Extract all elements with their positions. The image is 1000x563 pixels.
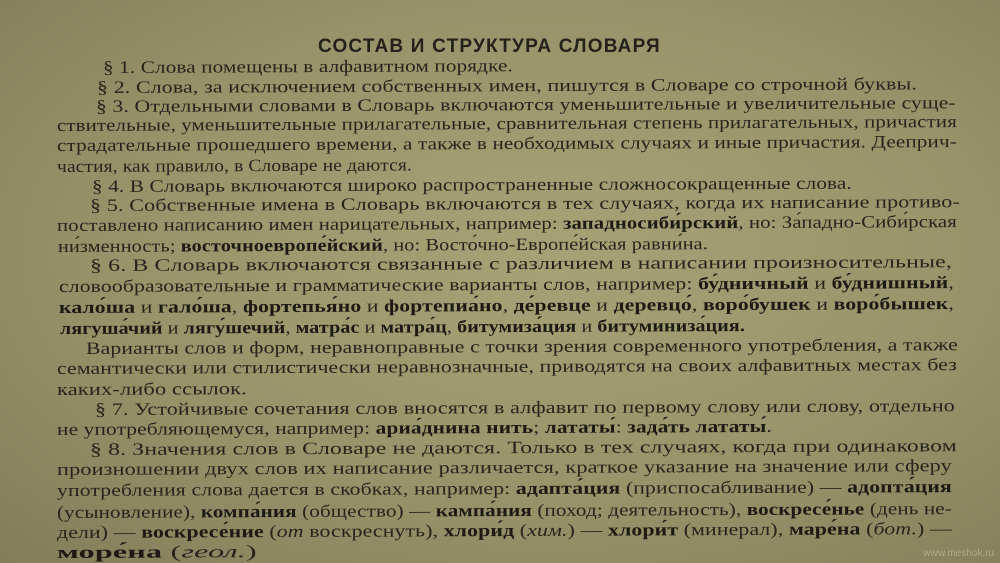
text-run: § 1. Слова помещены в алфавитном порядке. — [102, 55, 513, 77]
text-run: ни́зменность; — [57, 235, 181, 256]
text-line — [56, 415, 772, 439]
text-run: частия, как правило, в Словаре не даются. — [56, 154, 412, 176]
headword: западносиби́рский — [563, 212, 739, 233]
text-run: и — [359, 316, 381, 337]
headword: матра́с — [295, 316, 360, 337]
headword: маре́на — [788, 518, 861, 539]
text-run: ( — [514, 519, 528, 541]
headword: лягуша́чий — [59, 317, 163, 338]
headword: компа́ния — [200, 500, 297, 522]
headword: гало́ша — [157, 296, 232, 317]
text-run: Варианты слов и форм, неравноправные с точки зрения современного употребления, а также — [85, 334, 958, 358]
headword: бу́днишный — [831, 272, 949, 293]
label-note: хим. — [527, 519, 568, 540]
headword: ариа́днина нить — [375, 416, 534, 438]
text-run: § 3. Отдельными словами в Словарь включаются уменьшительные и увеличительные суще- — [95, 92, 956, 116]
text-line — [57, 213, 957, 234]
text-line — [59, 295, 954, 316]
headword: де́ревце — [513, 294, 591, 316]
text-line — [57, 356, 957, 377]
label-note: бот. — [873, 518, 918, 539]
text-line — [57, 457, 952, 478]
text-run: и — [576, 315, 598, 336]
text-run: страдательные прошедшего времени, а также в необходимых случаях и иные причастия. Дееприч- — [56, 131, 957, 155]
text-run: ( — [162, 541, 182, 562]
text-line — [57, 380, 247, 398]
text-run: семантически или стилистически неравнозначные, приводятся на своих алфавитных местах без — [56, 354, 957, 378]
text-run: , но: Восто́чно-Европе́йская равни́на. — [382, 233, 708, 255]
text-run: словообразовательные и грамматические варианты слов, например: — [58, 273, 699, 296]
text-line — [60, 317, 745, 337]
headword: хлори́д — [443, 520, 515, 541]
headword: море́на — [56, 541, 163, 562]
text-run: § 8. Значения слов в Словаре не даются. Только в тех случаях, когда при одинаковом — [89, 435, 957, 459]
headword: воро́бышек — [833, 293, 949, 314]
text-run: § 6. В Словарь включаются связанные с различием в написании произносительные, — [89, 251, 952, 275]
watermark: www.meshok.ru — [923, 548, 994, 559]
text-run: § 2. Слова, за исключением собственных имен, пишутся в Словаре со строчной буквы. — [96, 73, 917, 97]
text-run: § 7. Устойчивые сочетания слов вносятся в алфавит по первому слову или слову, отдельно — [94, 395, 955, 419]
headword: битуминиза́ция. — [597, 315, 745, 336]
text-line — [59, 274, 954, 295]
section-title: СОСТАВ И СТРУКТУРА СЛОВАРЯ — [318, 36, 661, 57]
headword: адопта́ция — [847, 476, 952, 497]
text-line — [57, 478, 952, 499]
headword: восточноевропе́йский — [180, 234, 383, 256]
headword: адапта́ция — [515, 477, 621, 498]
text-run: : — [615, 416, 628, 437]
text-run: поставлено написанию имен нарицательных, например: — [56, 212, 564, 235]
text-run: , — [502, 295, 514, 316]
headword: лягу́шечий — [183, 317, 286, 338]
headword: кампа́ния — [435, 499, 532, 521]
label-note: геол. — [181, 541, 246, 562]
label-note: от — [276, 520, 304, 542]
text-run: ) — — [567, 519, 609, 540]
text-run: . — [766, 415, 772, 436]
text-run: , — [285, 316, 296, 338]
text-run: , — [948, 272, 954, 293]
text-line — [57, 520, 952, 541]
text-run: (приспосабливание) — — [620, 476, 848, 498]
headword: кало́ша — [58, 296, 136, 317]
text-line — [95, 397, 955, 418]
headword: деревцо́ — [613, 294, 692, 315]
text-run: ( — [860, 518, 874, 539]
text-run: ) — — [916, 518, 952, 539]
text-run: ствительные, уменьшительные прилагательные, сравнительная степень прилагательных, причастия — [56, 111, 957, 135]
text-run: воскреснуть), — [303, 520, 444, 541]
headword: фортепья́но — [242, 295, 362, 317]
text-run: (день не- — [864, 498, 952, 519]
text-run: не употребляющемуся, например: — [56, 417, 376, 439]
text-run: каких-либо ссылок. — [56, 378, 247, 399]
text-run: (поход; деятельность), — [531, 498, 747, 520]
text-run: § 4. В Словарь включаются широко распространенные сложносокращенные слова. — [91, 172, 852, 196]
text-line — [57, 543, 257, 561]
text-run: и — [361, 295, 385, 316]
text-run: ( — [263, 521, 277, 542]
headword: лататы́ — [544, 416, 616, 437]
text-run: , — [446, 316, 458, 337]
text-run: ; — [533, 416, 545, 437]
text-line — [57, 156, 412, 175]
text-run: употребления слова дается в скобках, например: — [56, 477, 516, 500]
text-run: ) — [245, 541, 257, 562]
text-run: , — [948, 293, 954, 314]
text-run: § 5. Собственные имена в Словарь включаются в тех случаях, когда их написание противо- — [89, 191, 960, 215]
text-run: (минерал), — [678, 518, 789, 540]
headword: матра́ц — [380, 316, 447, 337]
headword: зада́ть лататы́ — [627, 415, 767, 437]
text-run: дели) — — [56, 521, 142, 542]
text-run: и — [135, 296, 159, 317]
text-run: произношении двух слов их написание различается, краткое указание на значение или сферу — [56, 455, 952, 479]
text-run: , но: За́падно-Сиби́рская — [738, 211, 957, 233]
headword: воскресе́нье — [746, 498, 865, 519]
text-line — [57, 133, 957, 154]
text-run: (общество) — — [296, 500, 436, 521]
text-run: и — [810, 293, 834, 314]
headword: бу́дничный — [698, 272, 809, 294]
headword: воскресе́ние — [141, 521, 264, 542]
headword: фортепиа́но — [384, 295, 503, 316]
text-run: , — [691, 294, 703, 315]
headword: хлори́т — [607, 519, 679, 540]
text-line — [90, 253, 952, 274]
text-run: (усыновление), — [56, 501, 201, 522]
text-run: и — [590, 294, 614, 315]
text-run: и — [162, 317, 184, 338]
headword: битумиза́ция — [457, 315, 577, 337]
headword: воро́бушек — [702, 293, 811, 315]
text-run: , — [231, 296, 244, 317]
text-run: и — [808, 272, 832, 293]
text-line — [103, 57, 513, 76]
